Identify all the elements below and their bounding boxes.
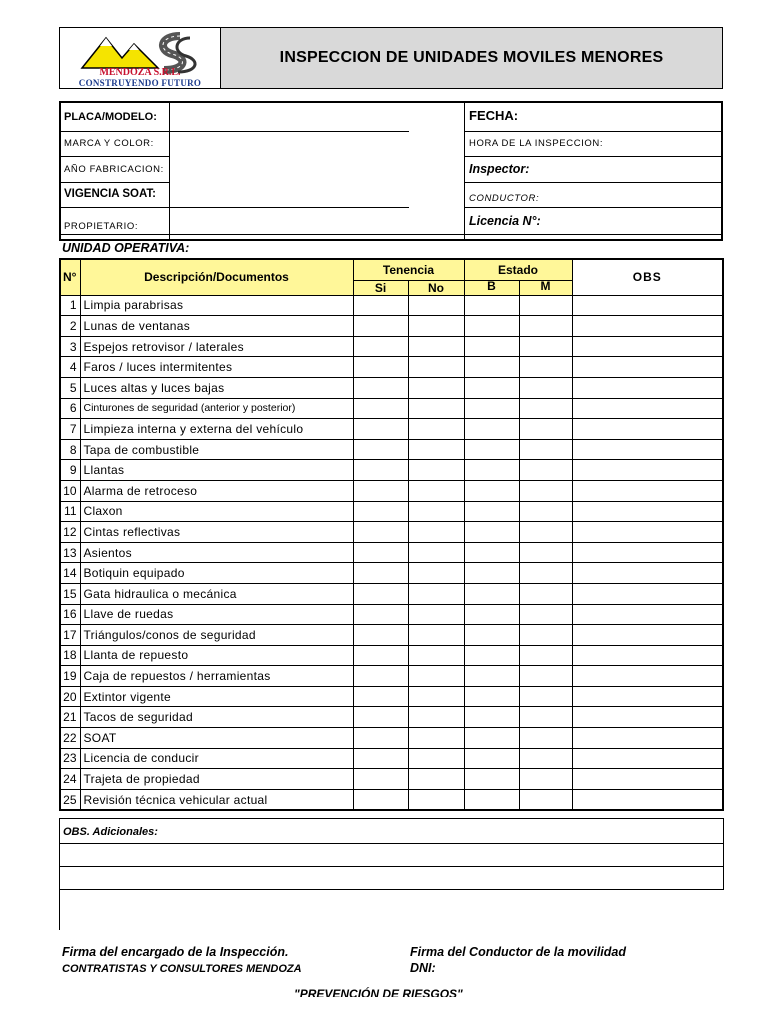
- m-cell[interactable]: [519, 522, 572, 543]
- signature-inspector-title: Firma del encargado de la Inspección.: [62, 945, 289, 959]
- row-description: Caja de repuestos / herramientas: [80, 666, 353, 687]
- table-row: [60, 480, 723, 501]
- sub-si-header: Si: [353, 280, 408, 295]
- row-number: 3: [60, 336, 80, 357]
- m-cell[interactable]: [519, 583, 572, 604]
- row-description: Llantas: [80, 460, 353, 481]
- si-cell[interactable]: [353, 645, 408, 666]
- no-cell[interactable]: [408, 295, 464, 316]
- table-row: [60, 439, 723, 460]
- m-cell[interactable]: [519, 645, 572, 666]
- row-number: 16: [60, 604, 80, 625]
- m-cell[interactable]: [519, 789, 572, 810]
- b-cell[interactable]: [464, 480, 519, 501]
- row-description: Espejos retrovisor / laterales: [80, 336, 353, 357]
- b-cell[interactable]: [464, 501, 519, 522]
- row-description: Llanta de repuesto: [80, 645, 353, 666]
- table-row: [60, 501, 723, 522]
- obs-adicionales-label: OBS. Adicionales:: [63, 826, 158, 838]
- vigencia-soat-label: VIGENCIA SOAT:: [64, 188, 157, 200]
- row-description: Lunas de ventanas: [80, 316, 353, 337]
- b-cell[interactable]: [464, 316, 519, 337]
- no-cell[interactable]: [408, 377, 464, 398]
- row-number: 20: [60, 686, 80, 707]
- table-row: [60, 419, 723, 440]
- footer-motto: "PREVENCIÓN DE RIESGOS": [294, 987, 463, 997]
- no-cell[interactable]: [408, 336, 464, 357]
- row-description: Licencia de conducir: [80, 748, 353, 769]
- hora-inspeccion-label: HORA DE LA INSPECCION:: [469, 138, 604, 149]
- b-cell[interactable]: [464, 336, 519, 357]
- row-number: 11: [60, 501, 80, 522]
- row-description: Llave de ruedas: [80, 604, 353, 625]
- row-number: 4: [60, 357, 80, 378]
- obs-cell[interactable]: [572, 295, 723, 316]
- si-cell[interactable]: [353, 728, 408, 749]
- b-cell[interactable]: [464, 419, 519, 440]
- si-cell[interactable]: [353, 583, 408, 604]
- inspection-checklist-table: [59, 258, 724, 811]
- m-cell[interactable]: [519, 295, 572, 316]
- row-description: Tacos de seguridad: [80, 707, 353, 728]
- b-cell[interactable]: [464, 439, 519, 460]
- no-cell[interactable]: [408, 542, 464, 563]
- row-number: 2: [60, 316, 80, 337]
- signature-inspector-company: CONTRATISTAS Y CONSULTORES MENDOZA: [62, 963, 302, 975]
- row-description: Limpieza interna y externa del vehículo: [80, 419, 353, 440]
- obs-cell[interactable]: [572, 563, 723, 584]
- m-cell[interactable]: [519, 439, 572, 460]
- si-cell[interactable]: [353, 501, 408, 522]
- table-row: [60, 625, 723, 646]
- m-cell[interactable]: [519, 686, 572, 707]
- table-row: [60, 336, 723, 357]
- table-row: [60, 522, 723, 543]
- table-row: [60, 542, 723, 563]
- m-cell[interactable]: [519, 707, 572, 728]
- licencia-label: Licencia N°:: [469, 214, 541, 228]
- row-number: 22: [60, 728, 80, 749]
- obs-cell[interactable]: [572, 769, 723, 790]
- m-cell[interactable]: [519, 377, 572, 398]
- row-number: 1: [60, 295, 80, 316]
- si-cell[interactable]: [353, 686, 408, 707]
- row-number: 14: [60, 563, 80, 584]
- si-cell[interactable]: [353, 377, 408, 398]
- signature-driver-dni: DNI:: [410, 961, 436, 975]
- obs-cell[interactable]: [572, 522, 723, 543]
- row-description: Claxon: [80, 501, 353, 522]
- company-slogan: CONSTRUYENDO FUTURO: [78, 78, 202, 88]
- col-tenencia-header: Tenencia: [353, 259, 464, 280]
- si-cell[interactable]: [353, 769, 408, 790]
- row-description: Gata hidraulica o mecánica: [80, 583, 353, 604]
- table-row: [60, 748, 723, 769]
- placa-modelo-label: PLACA/MODELO:: [64, 111, 157, 123]
- no-cell[interactable]: [408, 748, 464, 769]
- obs-cell[interactable]: [572, 480, 723, 501]
- company-name: MENDOZA S.R.L.: [99, 67, 181, 78]
- no-cell[interactable]: [408, 522, 464, 543]
- no-cell[interactable]: [408, 563, 464, 584]
- row-number: 5: [60, 377, 80, 398]
- obs-cell[interactable]: [572, 789, 723, 810]
- propietario-label: PROPIETARIO:: [64, 221, 139, 232]
- no-cell[interactable]: [408, 728, 464, 749]
- row-number: 6: [60, 398, 80, 419]
- row-number: 7: [60, 419, 80, 440]
- m-cell[interactable]: [519, 316, 572, 337]
- b-cell[interactable]: [464, 522, 519, 543]
- table-row: [60, 728, 723, 749]
- b-cell[interactable]: [464, 748, 519, 769]
- si-cell[interactable]: [353, 336, 408, 357]
- col-description-header: Descripción/Documentos: [80, 259, 353, 295]
- row-number: 18: [60, 645, 80, 666]
- m-cell[interactable]: [519, 398, 572, 419]
- document-header: [59, 27, 723, 89]
- si-cell[interactable]: [353, 666, 408, 687]
- b-cell[interactable]: [464, 295, 519, 316]
- obs-cell[interactable]: [572, 604, 723, 625]
- row-number: 17: [60, 625, 80, 646]
- sub-m-header: M: [519, 280, 572, 295]
- table-row: [60, 316, 723, 337]
- row-number: 21: [60, 707, 80, 728]
- m-cell[interactable]: [519, 460, 572, 481]
- m-cell[interactable]: [519, 419, 572, 440]
- obs-cell[interactable]: [572, 666, 723, 687]
- b-cell[interactable]: [464, 728, 519, 749]
- si-cell[interactable]: [353, 357, 408, 378]
- b-cell[interactable]: [464, 769, 519, 790]
- b-cell[interactable]: [464, 460, 519, 481]
- obs-cell[interactable]: [572, 583, 723, 604]
- si-cell[interactable]: [353, 707, 408, 728]
- m-cell[interactable]: [519, 748, 572, 769]
- row-description: Cinturones de seguridad (anterior y posterior): [80, 398, 353, 419]
- row-number: 13: [60, 542, 80, 563]
- sub-no-header: No: [408, 280, 464, 295]
- obs-cell[interactable]: [572, 439, 723, 460]
- si-cell[interactable]: [353, 604, 408, 625]
- table-row: [60, 377, 723, 398]
- no-cell[interactable]: [408, 398, 464, 419]
- table-row: [60, 295, 723, 316]
- m-cell[interactable]: [519, 501, 572, 522]
- table-row: [60, 686, 723, 707]
- inspector-label: Inspector:: [469, 162, 530, 176]
- b-cell[interactable]: [464, 707, 519, 728]
- row-description: Botiquin equipado: [80, 563, 353, 584]
- b-cell[interactable]: [464, 542, 519, 563]
- m-cell[interactable]: [519, 336, 572, 357]
- m-cell[interactable]: [519, 666, 572, 687]
- b-cell[interactable]: [464, 583, 519, 604]
- row-number: 19: [60, 666, 80, 687]
- no-cell[interactable]: [408, 460, 464, 481]
- no-cell[interactable]: [408, 439, 464, 460]
- row-description: Extintor vigente: [80, 686, 353, 707]
- document-title: INSPECCION DE UNIDADES MOVILES MENORES: [221, 28, 722, 88]
- row-number: 24: [60, 769, 80, 790]
- no-cell[interactable]: [408, 419, 464, 440]
- b-cell[interactable]: [464, 666, 519, 687]
- divider: [59, 889, 60, 930]
- obs-cell[interactable]: [572, 398, 723, 419]
- row-number: 8: [60, 439, 80, 460]
- row-description: Cintas reflectivas: [80, 522, 353, 543]
- row-description: SOAT: [80, 728, 353, 749]
- table-row: [60, 583, 723, 604]
- obs-cell[interactable]: [572, 686, 723, 707]
- table-row: [60, 460, 723, 481]
- no-cell[interactable]: [408, 583, 464, 604]
- unidad-operativa-label: UNIDAD OPERATIVA:: [62, 241, 190, 255]
- row-number: 23: [60, 748, 80, 769]
- conductor-label: CONDUCTOR:: [469, 193, 540, 204]
- m-cell[interactable]: [519, 728, 572, 749]
- obs-cell[interactable]: [572, 542, 723, 563]
- row-description: Tapa de combustible: [80, 439, 353, 460]
- b-cell[interactable]: [464, 645, 519, 666]
- table-row: [60, 707, 723, 728]
- row-description: Luces altas y luces bajas: [80, 377, 353, 398]
- si-cell[interactable]: [353, 625, 408, 646]
- si-cell[interactable]: [353, 522, 408, 543]
- table-row: [60, 769, 723, 790]
- b-cell[interactable]: [464, 604, 519, 625]
- m-cell[interactable]: [519, 563, 572, 584]
- no-cell[interactable]: [408, 625, 464, 646]
- si-cell[interactable]: [353, 398, 408, 419]
- b-cell[interactable]: [464, 686, 519, 707]
- marca-color-label: MARCA Y COLOR:: [64, 138, 154, 149]
- table-row: [60, 563, 723, 584]
- col-estado-header: Estado: [464, 259, 572, 280]
- row-number: 15: [60, 583, 80, 604]
- b-cell[interactable]: [464, 357, 519, 378]
- row-description: Revisión técnica vehicular actual: [80, 789, 353, 810]
- obs-cell[interactable]: [572, 625, 723, 646]
- b-cell[interactable]: [464, 377, 519, 398]
- table-row: [60, 357, 723, 378]
- obs-cell[interactable]: [572, 419, 723, 440]
- obs-cell[interactable]: [572, 645, 723, 666]
- si-cell[interactable]: [353, 295, 408, 316]
- si-cell[interactable]: [353, 460, 408, 481]
- no-cell[interactable]: [408, 604, 464, 625]
- obs-cell[interactable]: [572, 707, 723, 728]
- m-cell[interactable]: [519, 542, 572, 563]
- row-description: Triángulos/conos de seguridad: [80, 625, 353, 646]
- fecha-label: FECHA:: [469, 108, 519, 123]
- row-number: 10: [60, 480, 80, 501]
- si-cell[interactable]: [353, 480, 408, 501]
- si-cell[interactable]: [353, 748, 408, 769]
- company-logo: [60, 28, 221, 88]
- m-cell[interactable]: [519, 604, 572, 625]
- row-description: Asientos: [80, 542, 353, 563]
- no-cell[interactable]: [408, 707, 464, 728]
- m-cell[interactable]: [519, 625, 572, 646]
- obs-adicionales-box: [59, 818, 724, 890]
- col-obs-header: OBS: [572, 259, 723, 295]
- no-cell[interactable]: [408, 316, 464, 337]
- b-cell[interactable]: [464, 563, 519, 584]
- b-cell[interactable]: [464, 398, 519, 419]
- signature-driver-title: Firma del Conductor de la movilidad: [410, 945, 627, 959]
- si-cell[interactable]: [353, 419, 408, 440]
- row-description: Limpia parabrisas: [80, 295, 353, 316]
- obs-cell[interactable]: [572, 748, 723, 769]
- no-cell[interactable]: [408, 789, 464, 810]
- si-cell[interactable]: [353, 316, 408, 337]
- col-number-header: N°: [60, 259, 80, 295]
- vehicle-info-block: [59, 101, 723, 241]
- row-description: Trajeta de propiedad: [80, 769, 353, 790]
- row-description: Alarma de retroceso: [80, 480, 353, 501]
- m-cell[interactable]: [519, 357, 572, 378]
- table-row: [60, 645, 723, 666]
- ano-fabricacion-label: AÑO FABRICACION:: [64, 164, 164, 175]
- no-cell[interactable]: [408, 666, 464, 687]
- obs-cell[interactable]: [572, 357, 723, 378]
- obs-cell[interactable]: [572, 728, 723, 749]
- si-cell[interactable]: [353, 439, 408, 460]
- obs-cell[interactable]: [572, 316, 723, 337]
- table-row: [60, 398, 723, 419]
- table-row: [60, 666, 723, 687]
- obs-cell[interactable]: [572, 336, 723, 357]
- table-row: [60, 604, 723, 625]
- no-cell[interactable]: [408, 501, 464, 522]
- obs-cell[interactable]: [572, 501, 723, 522]
- no-cell[interactable]: [408, 357, 464, 378]
- row-number: 25: [60, 789, 80, 810]
- table-row: [60, 789, 723, 810]
- obs-cell[interactable]: [572, 460, 723, 481]
- si-cell[interactable]: [353, 563, 408, 584]
- no-cell[interactable]: [408, 686, 464, 707]
- b-cell[interactable]: [464, 625, 519, 646]
- row-number: 9: [60, 460, 80, 481]
- row-number: 12: [60, 522, 80, 543]
- m-cell[interactable]: [519, 769, 572, 790]
- si-cell[interactable]: [353, 542, 408, 563]
- no-cell[interactable]: [408, 645, 464, 666]
- no-cell[interactable]: [408, 769, 464, 790]
- no-cell[interactable]: [408, 480, 464, 501]
- m-cell[interactable]: [519, 480, 572, 501]
- b-cell[interactable]: [464, 789, 519, 810]
- si-cell[interactable]: [353, 789, 408, 810]
- obs-cell[interactable]: [572, 377, 723, 398]
- row-description: Faros / luces intermitentes: [80, 357, 353, 378]
- sub-b-header: B: [464, 280, 519, 295]
